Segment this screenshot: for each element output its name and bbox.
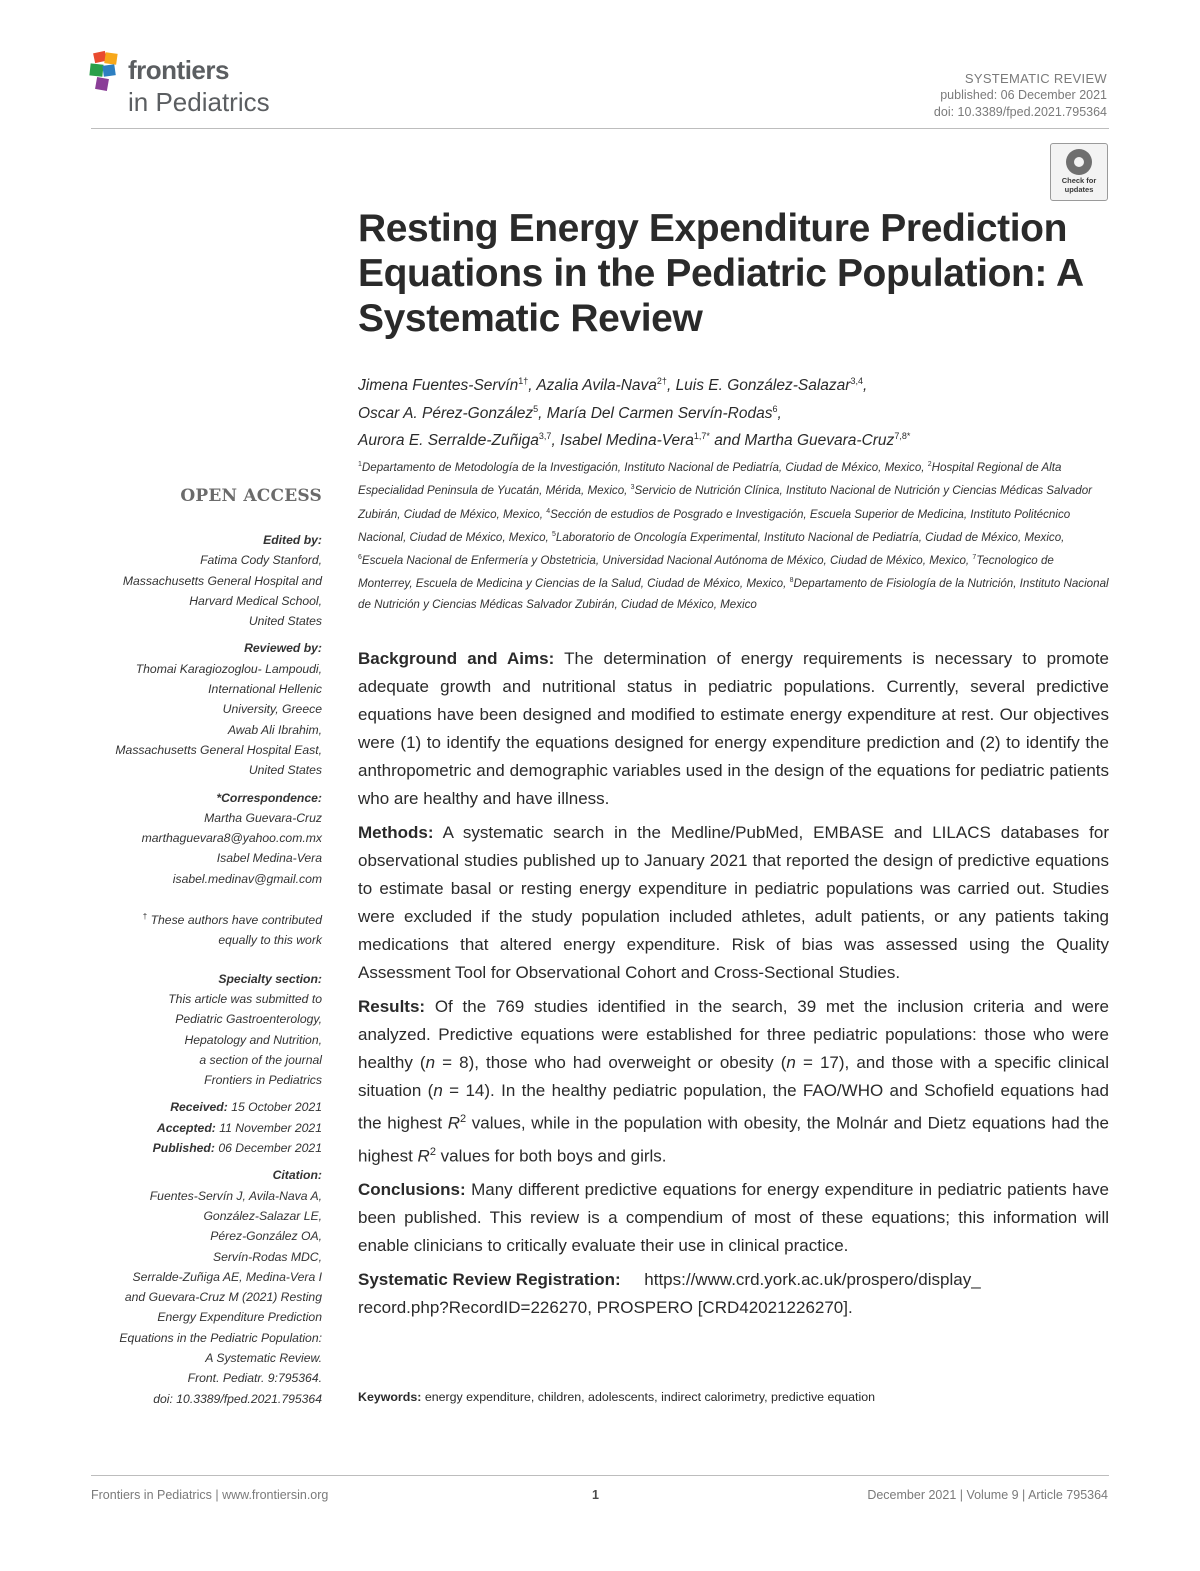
author-and: and <box>714 432 741 450</box>
r-exponent: 2 <box>429 1145 436 1158</box>
n-clinical: = 14 <box>442 1081 485 1100</box>
footer-volume-info: December 2021 | Volume 9 | Article 795364 <box>867 1488 1108 1502</box>
editor-line: United States <box>248 614 322 629</box>
affiliation-number: 6 <box>358 554 362 562</box>
correspondence-email[interactable]: marthaguevara8@yahoo.com.mx <box>141 831 322 846</box>
author-name[interactable]: Luis E. González-Salazar <box>675 377 851 395</box>
published-label: Published: <box>152 1141 215 1156</box>
n-healthy: = 8 <box>435 1053 469 1072</box>
author-name[interactable]: Aurora E. Serralde-Zuñiga <box>358 432 539 450</box>
author-name[interactable]: Azalia Avila-Nava <box>536 377 657 395</box>
results-text: values, while in the population with obesity, the Molnár and Dietz equations had the highest <box>358 1113 1109 1166</box>
check-updates-icon <box>1066 149 1092 175</box>
background-label: Background and Aims: <box>358 649 555 668</box>
accepted-label: Accepted: <box>156 1120 216 1135</box>
citation-line: Servín-Rodas MDC, <box>212 1249 322 1264</box>
check-updates-line2: updates <box>1064 184 1094 194</box>
specialty-section-block <box>80 969 322 1091</box>
author-sup: 6 <box>772 403 778 414</box>
specialty-heading: Specialty section: <box>218 971 322 986</box>
specialty-line: a section of the journal <box>199 1052 322 1067</box>
correspondence-name: Isabel Medina-Vera <box>216 851 322 866</box>
author-list: Jimena Fuentes-Servín$^{1\dagger}$, Azalia Avila-Nava$^{2\dagger}$, Luis E. González-Salazar$^{3,4}$, Oscar A. Pérez-González$^5$, María Del Carmen Servín-Rodas$^6$, Aurora E. Serralde-Zuñiga$^{3,7}$, Isabel Medina-Vera$^{1,7*}$ and Martha Guevara-Cruz$^{7,8*}$ <box>358 376 911 450</box>
abstract-results <box>358 993 1109 1170</box>
equal-contribution-note <box>80 907 322 951</box>
affiliation-number: 5 <box>551 530 556 538</box>
abstract-background <box>358 645 1109 813</box>
affiliation-text: Hospital Regional de Alta Especialidad Peninsula de Yucatán, Mérida, Mexico, <box>358 460 1062 498</box>
open-access-label: OPEN ACCESS <box>180 486 322 506</box>
citation-block <box>80 1165 322 1409</box>
author-sup: 3,7 <box>538 431 552 442</box>
abstract-registration <box>358 1266 1109 1322</box>
conclusions-label: Conclusions: <box>358 1180 466 1200</box>
published-date-sidebar: 06 December 2021 <box>218 1141 322 1156</box>
results-text: ). In the healthy pediatric population, the FAO/WHO and Schofield equations had the highest <box>358 1081 1109 1133</box>
conclusions-text: Many different predictive equations for energy expenditure in pediatric patients have been published. This review is a compendium of most of these equations; this information will enable clinicians to critically evaluate their use in clinical practice. <box>358 1180 1109 1256</box>
registration-url-cont[interactable]: record.php?RecordID=226270 <box>358 1298 588 1318</box>
footer-divider <box>91 1475 1109 1476</box>
dagger-mark: † <box>142 912 148 922</box>
correspondence-block <box>80 788 322 889</box>
citation-line: González-Salazar LE, <box>203 1208 322 1223</box>
author-sup: 1† <box>518 376 529 386</box>
page-number: 1 <box>592 1488 599 1502</box>
frontiers-logo-icon <box>88 50 128 94</box>
affiliation-text: Departamento de Metodología de la Investigación, Instituto Nacional de Pediatría, Ciudad de México, Mexico, <box>361 460 925 474</box>
citation-line: Front. Pediatr. 9:795364. <box>187 1371 322 1386</box>
results-text: Of the 769 studies identified in the search, 39 met the inclusion criteria and were analyzed. Predictive equations were established for three pediatric populations: those who were healthy ( <box>358 997 1109 1072</box>
specialty-line: Hepatology and Nutrition, <box>184 1032 322 1047</box>
abstract <box>358 645 1109 1328</box>
author-name[interactable]: Isabel Medina-Vera <box>560 432 694 450</box>
edited-by-block <box>80 530 322 631</box>
affiliation-text: Escuela Nacional de Enfermería y Obstetricia, Universidad Nacional Autónoma de México, Ciudad de México, Mexico, <box>361 553 970 567</box>
affiliations <box>358 455 1110 615</box>
editor-line: Harvard Medical School, <box>189 593 322 608</box>
specialty-line: Frontiers in Pediatrics <box>204 1073 322 1088</box>
author-sup: 2† <box>656 376 667 386</box>
author-name[interactable]: Jimena Fuentes-Servín <box>358 377 519 395</box>
affiliation-text: Departamento de Fisiología de la Nutrición, Instituto Nacional de Nutrición y Ciencias Médicas Salvador Zubirán, Ciudad de México, Mexico <box>358 577 1109 611</box>
correspondence-email[interactable]: isabel.medinav@gmail.com <box>172 871 322 886</box>
dates-block <box>80 1097 322 1158</box>
article-title: Resting Energy Expenditure Prediction Equations in the Pediatric Population: A Systematic Review <box>358 207 1083 340</box>
author-name[interactable]: Martha Guevara-Cruz <box>744 432 895 450</box>
results-text: ), and those with a specific clinical situation ( <box>358 1053 1110 1100</box>
journal-name-frontiers: frontiers <box>128 55 229 85</box>
citation-line: Serralde-Zuñiga AE, Medina-Vera I <box>132 1269 322 1284</box>
received-date: 15 October 2021 <box>231 1100 322 1115</box>
affiliation-text: Laboratorio de Oncología Experimental, Instituto Nacional de Pediatría, Ciudad de México, Mexico, <box>555 530 1065 544</box>
n-symbol: n <box>425 1053 436 1072</box>
author-sup: 1,7* <box>693 431 710 442</box>
reviewed-by-heading: Reviewed by: <box>244 641 322 656</box>
citation-line: Fuentes-Servín J, Avila-Nava A, <box>149 1188 322 1203</box>
abstract-methods <box>358 819 1109 987</box>
journal-name-section: in Pediatrics <box>128 87 270 117</box>
accepted-date: 11 November 2021 <box>219 1120 322 1135</box>
affiliation-number: 4 <box>546 507 551 515</box>
results-text: ), those who had overweight or obesity ( <box>468 1053 787 1072</box>
keywords <box>358 1388 1118 1406</box>
registration-label: Systematic Review Registration: <box>358 1270 621 1290</box>
contrib-line: These authors have contributed <box>150 913 322 928</box>
results-text: values for both boys and girls. <box>435 1146 667 1166</box>
header-meta <box>934 70 1107 121</box>
keywords-text: energy expenditure, children, adolescents, indirect calorimetry, predictive equation <box>424 1390 876 1404</box>
author-sup: 5 <box>533 403 539 414</box>
n-symbol: n <box>786 1053 796 1072</box>
reviewer-line: Awab Ali Ibrahim, <box>227 722 322 737</box>
registration-suffix: , PROSPERO [CRD42021226270]. <box>587 1298 853 1318</box>
sidebar-metadata <box>80 530 322 1416</box>
affiliation-text: Sección de estudios de Posgrado e Investigación, Escuela Superior de Medicina, Instituto Politécnico Nacional, Ciudad de México, Mexico, <box>358 507 1071 544</box>
affiliation-text: Servicio de Nutrición Clínica, Instituto Nacional de Nutrición y Ciencias Médicas Salvador Zubirán, Ciudad de México, Mexico, <box>358 484 1093 521</box>
edited-by-heading: Edited by: <box>263 533 322 547</box>
n-symbol: n <box>433 1081 443 1100</box>
received-label: Received: <box>170 1100 228 1115</box>
methods-label: Methods: <box>358 823 434 842</box>
citation-line: and Guevara-Cruz M (2021) Resting <box>124 1290 322 1305</box>
r-symbol: R <box>447 1113 461 1133</box>
keywords-label: Keywords: <box>358 1390 422 1404</box>
citation-line: Equations in the Pediatric Population: <box>119 1330 322 1345</box>
author-name[interactable]: María Del Carmen Servín-Rodas <box>546 404 773 422</box>
affiliation-number: 2 <box>927 461 932 468</box>
reviewer-line: International Hellenic <box>208 682 322 697</box>
reviewer-line: Massachusetts General Hospital East, <box>115 742 322 757</box>
abstract-conclusions <box>358 1176 1109 1260</box>
editor-line: Massachusetts General Hospital and <box>122 573 322 588</box>
affiliation-number: 1 <box>358 461 362 468</box>
published-date: published: 06 December 2021 <box>940 88 1107 102</box>
registration-url[interactable]: https://www.crd.york.ac.uk/prospero/display_ <box>644 1270 981 1290</box>
reviewed-by-block <box>80 638 322 780</box>
header-doi[interactable]: doi: 10.3389/fped.2021.795364 <box>933 105 1107 119</box>
citation-heading: Citation: <box>272 1168 322 1183</box>
affiliation-text: Tecnologico de Monterrey, Escuela de Medicina y Ciencias de la Salud, Ciudad de México, Mexico, <box>358 553 1054 591</box>
check-updates-line1: Check for <box>1061 176 1097 185</box>
reviewer-line: United States <box>248 763 322 778</box>
correspondence-name: Martha Guevara-Cruz <box>204 810 322 825</box>
citation-line: Energy Expenditure Prediction <box>157 1310 322 1325</box>
background-text: The determination of energy requirements is necessary to promote adequate growth and nutritional status in pediatric populations. Currently, several predictive equations have been designed and modified to estimate energy expenditure at rest. Our objectives were (1) to identify the equations designed for energy expenditure prediction and (2) to identify the anthropometric and demographic variables used in the design of the equations for pediatric patients who are healthy and have illness. <box>358 649 1110 808</box>
methods-text: A systematic search in the Medline/PubMed, EMBASE and LILACS databases for observational studies published up to January 2021 that reported the design of predictive equations to estimate basal or resting energy expenditure in pediatric populations was carried out. Studies were excluded if the study population included athletes, adult patients, or any patients taking medications that altered energy expenditure. Risk of bias was assessed using the Quality Assessment Tool for Observational Cohort and Cross-Sectional Studies. <box>358 823 1109 982</box>
correspondence-heading: *Correspondence: <box>216 790 322 805</box>
reviewer-line: University, Greece <box>222 702 322 717</box>
reviewer-line: Thomai Karagiozoglou- Lampoudi, <box>135 661 322 676</box>
author-sup: 3,4 <box>850 376 863 386</box>
journal-logo[interactable] <box>88 50 288 122</box>
citation-line: A Systematic Review. <box>205 1351 322 1366</box>
specialty-line: Pediatric Gastroenterology, <box>175 1012 322 1027</box>
citation-line: Pérez-González OA, <box>210 1229 322 1244</box>
citation-doi[interactable]: doi: 10.3389/fped.2021.795364 <box>153 1391 322 1406</box>
article-type: SYSTEMATIC REVIEW <box>964 71 1107 86</box>
r-exponent: 2 <box>460 1113 467 1125</box>
affiliation-number: 7 <box>972 554 977 562</box>
author-sup: 7,8* <box>894 431 911 442</box>
affiliation-number: 3 <box>630 484 635 492</box>
check-for-updates-button[interactable] <box>1050 143 1108 201</box>
header-divider <box>91 128 1109 129</box>
author-name[interactable]: Oscar A. Pérez-González <box>358 404 534 422</box>
contrib-line: equally to this work <box>218 933 322 948</box>
r-symbol: R <box>417 1146 430 1166</box>
editor-line: Fatima Cody Stanford, <box>200 553 322 568</box>
n-obesity: = 17 <box>795 1053 839 1072</box>
results-label: Results: <box>358 997 426 1016</box>
specialty-line: This article was submitted to <box>168 992 322 1006</box>
footer-journal-link[interactable]: Frontiers in Pediatrics | www.frontiersin.org <box>91 1488 329 1502</box>
affiliation-number: 8 <box>789 577 794 585</box>
